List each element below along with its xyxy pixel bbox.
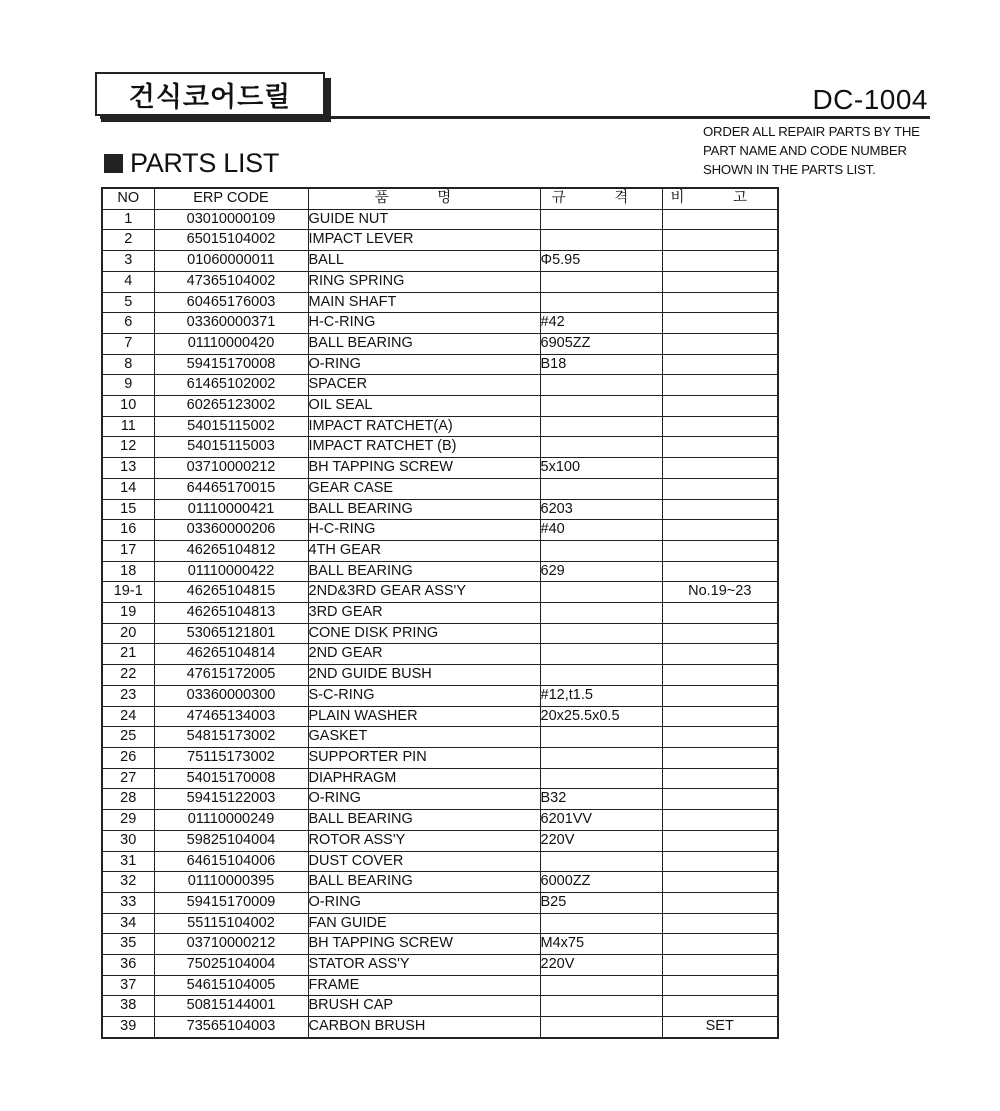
column-header-remarks: 비 고 (662, 188, 778, 209)
cell-remarks (662, 913, 778, 934)
cell-no: 14 (102, 478, 154, 499)
cell-no: 22 (102, 665, 154, 686)
cell-spec: B18 (540, 354, 662, 375)
cell-erp-code: 59415170008 (154, 354, 308, 375)
cell-spec: #40 (540, 520, 662, 541)
cell-remarks (662, 810, 778, 831)
cell-part-name: BH TAPPING SCREW (308, 458, 540, 479)
cell-spec: Φ5.95 (540, 251, 662, 272)
cell-part-name: BALL BEARING (308, 333, 540, 354)
cell-erp-code: 46265104815 (154, 582, 308, 603)
cell-no: 30 (102, 830, 154, 851)
cell-part-name: H-C-RING (308, 520, 540, 541)
table-row (102, 375, 778, 396)
cell-spec (540, 851, 662, 872)
cell-no: 26 (102, 747, 154, 768)
cell-erp-code: 54815173002 (154, 727, 308, 748)
cell-erp-code: 03360000371 (154, 313, 308, 334)
cell-no: 13 (102, 458, 154, 479)
order-notice (703, 122, 943, 179)
cell-no: 15 (102, 499, 154, 520)
cell-erp-code: 46265104813 (154, 603, 308, 624)
table-row (102, 685, 778, 706)
cell-no: 36 (102, 955, 154, 976)
parts-table (101, 187, 779, 1039)
cell-part-name: BH TAPPING SCREW (308, 934, 540, 955)
cell-spec: 220V (540, 955, 662, 976)
table-row (102, 354, 778, 375)
cell-spec (540, 913, 662, 934)
cell-remarks (662, 851, 778, 872)
cell-remarks (662, 975, 778, 996)
cell-erp-code: 60265123002 (154, 396, 308, 417)
cell-part-name: MAIN SHAFT (308, 292, 540, 313)
cell-erp-code: 03360000300 (154, 685, 308, 706)
cell-remarks (662, 313, 778, 334)
cell-erp-code: 03010000109 (154, 209, 308, 230)
cell-erp-code: 55115104002 (154, 913, 308, 934)
cell-remarks (662, 271, 778, 292)
cell-remarks (662, 706, 778, 727)
cell-spec (540, 540, 662, 561)
cell-erp-code: 75115173002 (154, 747, 308, 768)
cell-no: 5 (102, 292, 154, 313)
cell-spec: B25 (540, 892, 662, 913)
cell-remarks (662, 375, 778, 396)
cell-spec (540, 416, 662, 437)
cell-remarks (662, 437, 778, 458)
cell-spec (540, 292, 662, 313)
cell-no: 34 (102, 913, 154, 934)
cell-no: 16 (102, 520, 154, 541)
cell-erp-code: 03360000206 (154, 520, 308, 541)
table-row (102, 292, 778, 313)
cell-remarks (662, 354, 778, 375)
cell-spec: #42 (540, 313, 662, 334)
cell-part-name: IMPACT RATCHET (B) (308, 437, 540, 458)
cell-erp-code: 01110000249 (154, 810, 308, 831)
cell-remarks (662, 603, 778, 624)
cell-erp-code: 54015115003 (154, 437, 308, 458)
cell-erp-code: 01110000395 (154, 872, 308, 893)
cell-no: 32 (102, 872, 154, 893)
cell-erp-code: 64465170015 (154, 478, 308, 499)
cell-spec (540, 727, 662, 748)
cell-part-name: 2ND&3RD GEAR ASS'Y (308, 582, 540, 603)
cell-spec: 6201VV (540, 810, 662, 831)
table-row (102, 230, 778, 251)
cell-part-name: SPACER (308, 375, 540, 396)
cell-part-name: GASKET (308, 727, 540, 748)
column-header-no: NO (102, 188, 154, 209)
cell-erp-code: 61465102002 (154, 375, 308, 396)
cell-part-name: DUST COVER (308, 851, 540, 872)
table-row (102, 313, 778, 334)
table-row (102, 913, 778, 934)
cell-part-name: PLAIN WASHER (308, 706, 540, 727)
section-heading (104, 148, 279, 179)
cell-remarks (662, 644, 778, 665)
cell-remarks (662, 333, 778, 354)
cell-part-name: 2ND GEAR (308, 644, 540, 665)
cell-erp-code: 60465176003 (154, 292, 308, 313)
cell-erp-code: 01110000422 (154, 561, 308, 582)
cell-no: 8 (102, 354, 154, 375)
cell-erp-code: 47615172005 (154, 665, 308, 686)
cell-no: 35 (102, 934, 154, 955)
cell-no: 17 (102, 540, 154, 561)
table-header-row (102, 188, 778, 209)
cell-erp-code: 47465134003 (154, 706, 308, 727)
cell-spec: M4x75 (540, 934, 662, 955)
cell-no: 10 (102, 396, 154, 417)
cell-remarks (662, 665, 778, 686)
notice-line: SHOWN IN THE PARTS LIST. (703, 162, 876, 177)
cell-no: 12 (102, 437, 154, 458)
cell-spec: 6203 (540, 499, 662, 520)
cell-part-name: OIL SEAL (308, 396, 540, 417)
cell-spec (540, 644, 662, 665)
column-header-part-name: 품 명 (308, 188, 540, 209)
table-row (102, 996, 778, 1017)
table-row (102, 644, 778, 665)
table-row (102, 458, 778, 479)
cell-no: 20 (102, 623, 154, 644)
cell-part-name: BALL BEARING (308, 499, 540, 520)
cell-remarks (662, 768, 778, 789)
cell-remarks (662, 292, 778, 313)
cell-part-name: 2ND GUIDE BUSH (308, 665, 540, 686)
cell-remarks: SET (662, 1017, 778, 1038)
cell-part-name: BALL BEARING (308, 872, 540, 893)
cell-part-name: S-C-RING (308, 685, 540, 706)
cell-spec: 6905ZZ (540, 333, 662, 354)
cell-remarks (662, 934, 778, 955)
cell-part-name: FAN GUIDE (308, 913, 540, 934)
cell-erp-code: 54615104005 (154, 975, 308, 996)
table-row (102, 892, 778, 913)
cell-no: 31 (102, 851, 154, 872)
cell-part-name: O-RING (308, 789, 540, 810)
square-bullet-icon (104, 154, 123, 173)
cell-spec (540, 375, 662, 396)
cell-erp-code: 03710000212 (154, 458, 308, 479)
cell-erp-code: 01110000420 (154, 333, 308, 354)
cell-spec (540, 209, 662, 230)
section-title: PARTS LIST (130, 148, 280, 178)
cell-spec (540, 437, 662, 458)
cell-erp-code: 03710000212 (154, 934, 308, 955)
cell-part-name: CONE DISK PRING (308, 623, 540, 644)
cell-spec: B32 (540, 789, 662, 810)
cell-part-name: GUIDE NUT (308, 209, 540, 230)
cell-remarks: No.19~23 (662, 582, 778, 603)
table-row (102, 623, 778, 644)
cell-erp-code: 01110000421 (154, 499, 308, 520)
cell-remarks (662, 685, 778, 706)
cell-no: 37 (102, 975, 154, 996)
column-header-erp-code: ERP CODE (154, 188, 308, 209)
cell-remarks (662, 955, 778, 976)
cell-spec (540, 996, 662, 1017)
cell-erp-code: 59415170009 (154, 892, 308, 913)
cell-remarks (662, 830, 778, 851)
column-header-spec: 규 격 (540, 188, 662, 209)
cell-erp-code: 75025104004 (154, 955, 308, 976)
cell-no: 19-1 (102, 582, 154, 603)
cell-no: 24 (102, 706, 154, 727)
cell-no: 33 (102, 892, 154, 913)
cell-spec: 5x100 (540, 458, 662, 479)
cell-no: 6 (102, 313, 154, 334)
cell-remarks (662, 540, 778, 561)
table-row (102, 789, 778, 810)
cell-remarks (662, 499, 778, 520)
cell-remarks (662, 520, 778, 541)
table-row (102, 1017, 778, 1038)
cell-no: 27 (102, 768, 154, 789)
cell-remarks (662, 747, 778, 768)
cell-erp-code: 53065121801 (154, 623, 308, 644)
cell-part-name: RING SPRING (308, 271, 540, 292)
cell-erp-code: 46265104812 (154, 540, 308, 561)
cell-spec (540, 271, 662, 292)
table-row (102, 561, 778, 582)
table-row (102, 478, 778, 499)
cell-spec: #12,t1.5 (540, 685, 662, 706)
cell-erp-code: 54015170008 (154, 768, 308, 789)
table-row (102, 603, 778, 624)
table-row (102, 830, 778, 851)
cell-spec (540, 396, 662, 417)
table-row (102, 706, 778, 727)
cell-remarks (662, 478, 778, 499)
cell-spec: 20x25.5x0.5 (540, 706, 662, 727)
cell-no: 11 (102, 416, 154, 437)
table-row (102, 975, 778, 996)
cell-no: 3 (102, 251, 154, 272)
table-row (102, 872, 778, 893)
table-row (102, 727, 778, 748)
table-row (102, 499, 778, 520)
table-row (102, 333, 778, 354)
cell-no: 25 (102, 727, 154, 748)
cell-part-name: IMPACT RATCHET(A) (308, 416, 540, 437)
cell-spec: 6000ZZ (540, 872, 662, 893)
cell-spec (540, 623, 662, 644)
cell-no: 4 (102, 271, 154, 292)
cell-part-name: IMPACT LEVER (308, 230, 540, 251)
cell-no: 29 (102, 810, 154, 831)
cell-remarks (662, 872, 778, 893)
table-row (102, 665, 778, 686)
cell-erp-code: 64615104006 (154, 851, 308, 872)
cell-spec (540, 747, 662, 768)
cell-remarks (662, 892, 778, 913)
cell-no: 21 (102, 644, 154, 665)
cell-remarks (662, 727, 778, 748)
cell-no: 2 (102, 230, 154, 251)
table-row (102, 209, 778, 230)
table-row (102, 437, 778, 458)
cell-part-name: BALL BEARING (308, 810, 540, 831)
cell-remarks (662, 623, 778, 644)
cell-part-name: DIAPHRAGM (308, 768, 540, 789)
product-title: 건식코어드릴 (128, 81, 292, 113)
cell-erp-code: 47365104002 (154, 271, 308, 292)
cell-no: 39 (102, 1017, 154, 1038)
cell-spec (540, 603, 662, 624)
cell-part-name: 4TH GEAR (308, 540, 540, 561)
table-row (102, 540, 778, 561)
cell-part-name: O-RING (308, 892, 540, 913)
cell-part-name: BALL BEARING (308, 561, 540, 582)
cell-erp-code: 54015115002 (154, 416, 308, 437)
cell-no: 19 (102, 603, 154, 624)
table-row (102, 851, 778, 872)
parts-table-body (102, 209, 778, 1038)
cell-spec: 220V (540, 830, 662, 851)
cell-erp-code: 73565104003 (154, 1017, 308, 1038)
cell-spec (540, 230, 662, 251)
table-row (102, 396, 778, 417)
table-row (102, 768, 778, 789)
cell-part-name: ROTOR ASS'Y (308, 830, 540, 851)
cell-remarks (662, 996, 778, 1017)
cell-spec (540, 768, 662, 789)
cell-erp-code: 50815144001 (154, 996, 308, 1017)
table-row (102, 520, 778, 541)
cell-part-name: H-C-RING (308, 313, 540, 334)
cell-erp-code: 01060000011 (154, 251, 308, 272)
cell-part-name: BRUSH CAP (308, 996, 540, 1017)
table-row (102, 582, 778, 603)
cell-remarks (662, 561, 778, 582)
cell-erp-code: 59825104004 (154, 830, 308, 851)
cell-erp-code: 59415122003 (154, 789, 308, 810)
cell-remarks (662, 251, 778, 272)
cell-part-name: 3RD GEAR (308, 603, 540, 624)
cell-no: 9 (102, 375, 154, 396)
cell-no: 18 (102, 561, 154, 582)
table-row (102, 251, 778, 272)
cell-remarks (662, 416, 778, 437)
table-row (102, 271, 778, 292)
table-row (102, 416, 778, 437)
product-title-box (95, 72, 325, 116)
cell-part-name: BALL (308, 251, 540, 272)
notice-line: ORDER ALL REPAIR PARTS BY THE (703, 124, 920, 139)
cell-no: 38 (102, 996, 154, 1017)
cell-no: 1 (102, 209, 154, 230)
cell-part-name: CARBON BRUSH (308, 1017, 540, 1038)
cell-part-name: O-RING (308, 354, 540, 375)
cell-no: 28 (102, 789, 154, 810)
cell-spec: 629 (540, 561, 662, 582)
table-row (102, 934, 778, 955)
cell-remarks (662, 396, 778, 417)
header-divider (100, 116, 930, 119)
table-row (102, 810, 778, 831)
cell-part-name: SUPPORTER PIN (308, 747, 540, 768)
table-row (102, 955, 778, 976)
cell-part-name: STATOR ASS'Y (308, 955, 540, 976)
cell-erp-code: 46265104814 (154, 644, 308, 665)
cell-remarks (662, 209, 778, 230)
cell-spec (540, 582, 662, 603)
cell-erp-code: 65015104002 (154, 230, 308, 251)
table-row (102, 747, 778, 768)
cell-no: 23 (102, 685, 154, 706)
cell-no: 7 (102, 333, 154, 354)
cell-part-name: FRAME (308, 975, 540, 996)
cell-spec (540, 975, 662, 996)
cell-remarks (662, 230, 778, 251)
cell-remarks (662, 789, 778, 810)
cell-part-name: GEAR CASE (308, 478, 540, 499)
cell-remarks (662, 458, 778, 479)
cell-spec (540, 1017, 662, 1038)
model-number: DC-1004 (812, 84, 928, 115)
cell-spec (540, 478, 662, 499)
cell-spec (540, 665, 662, 686)
notice-line: PART NAME AND CODE NUMBER (703, 143, 907, 158)
